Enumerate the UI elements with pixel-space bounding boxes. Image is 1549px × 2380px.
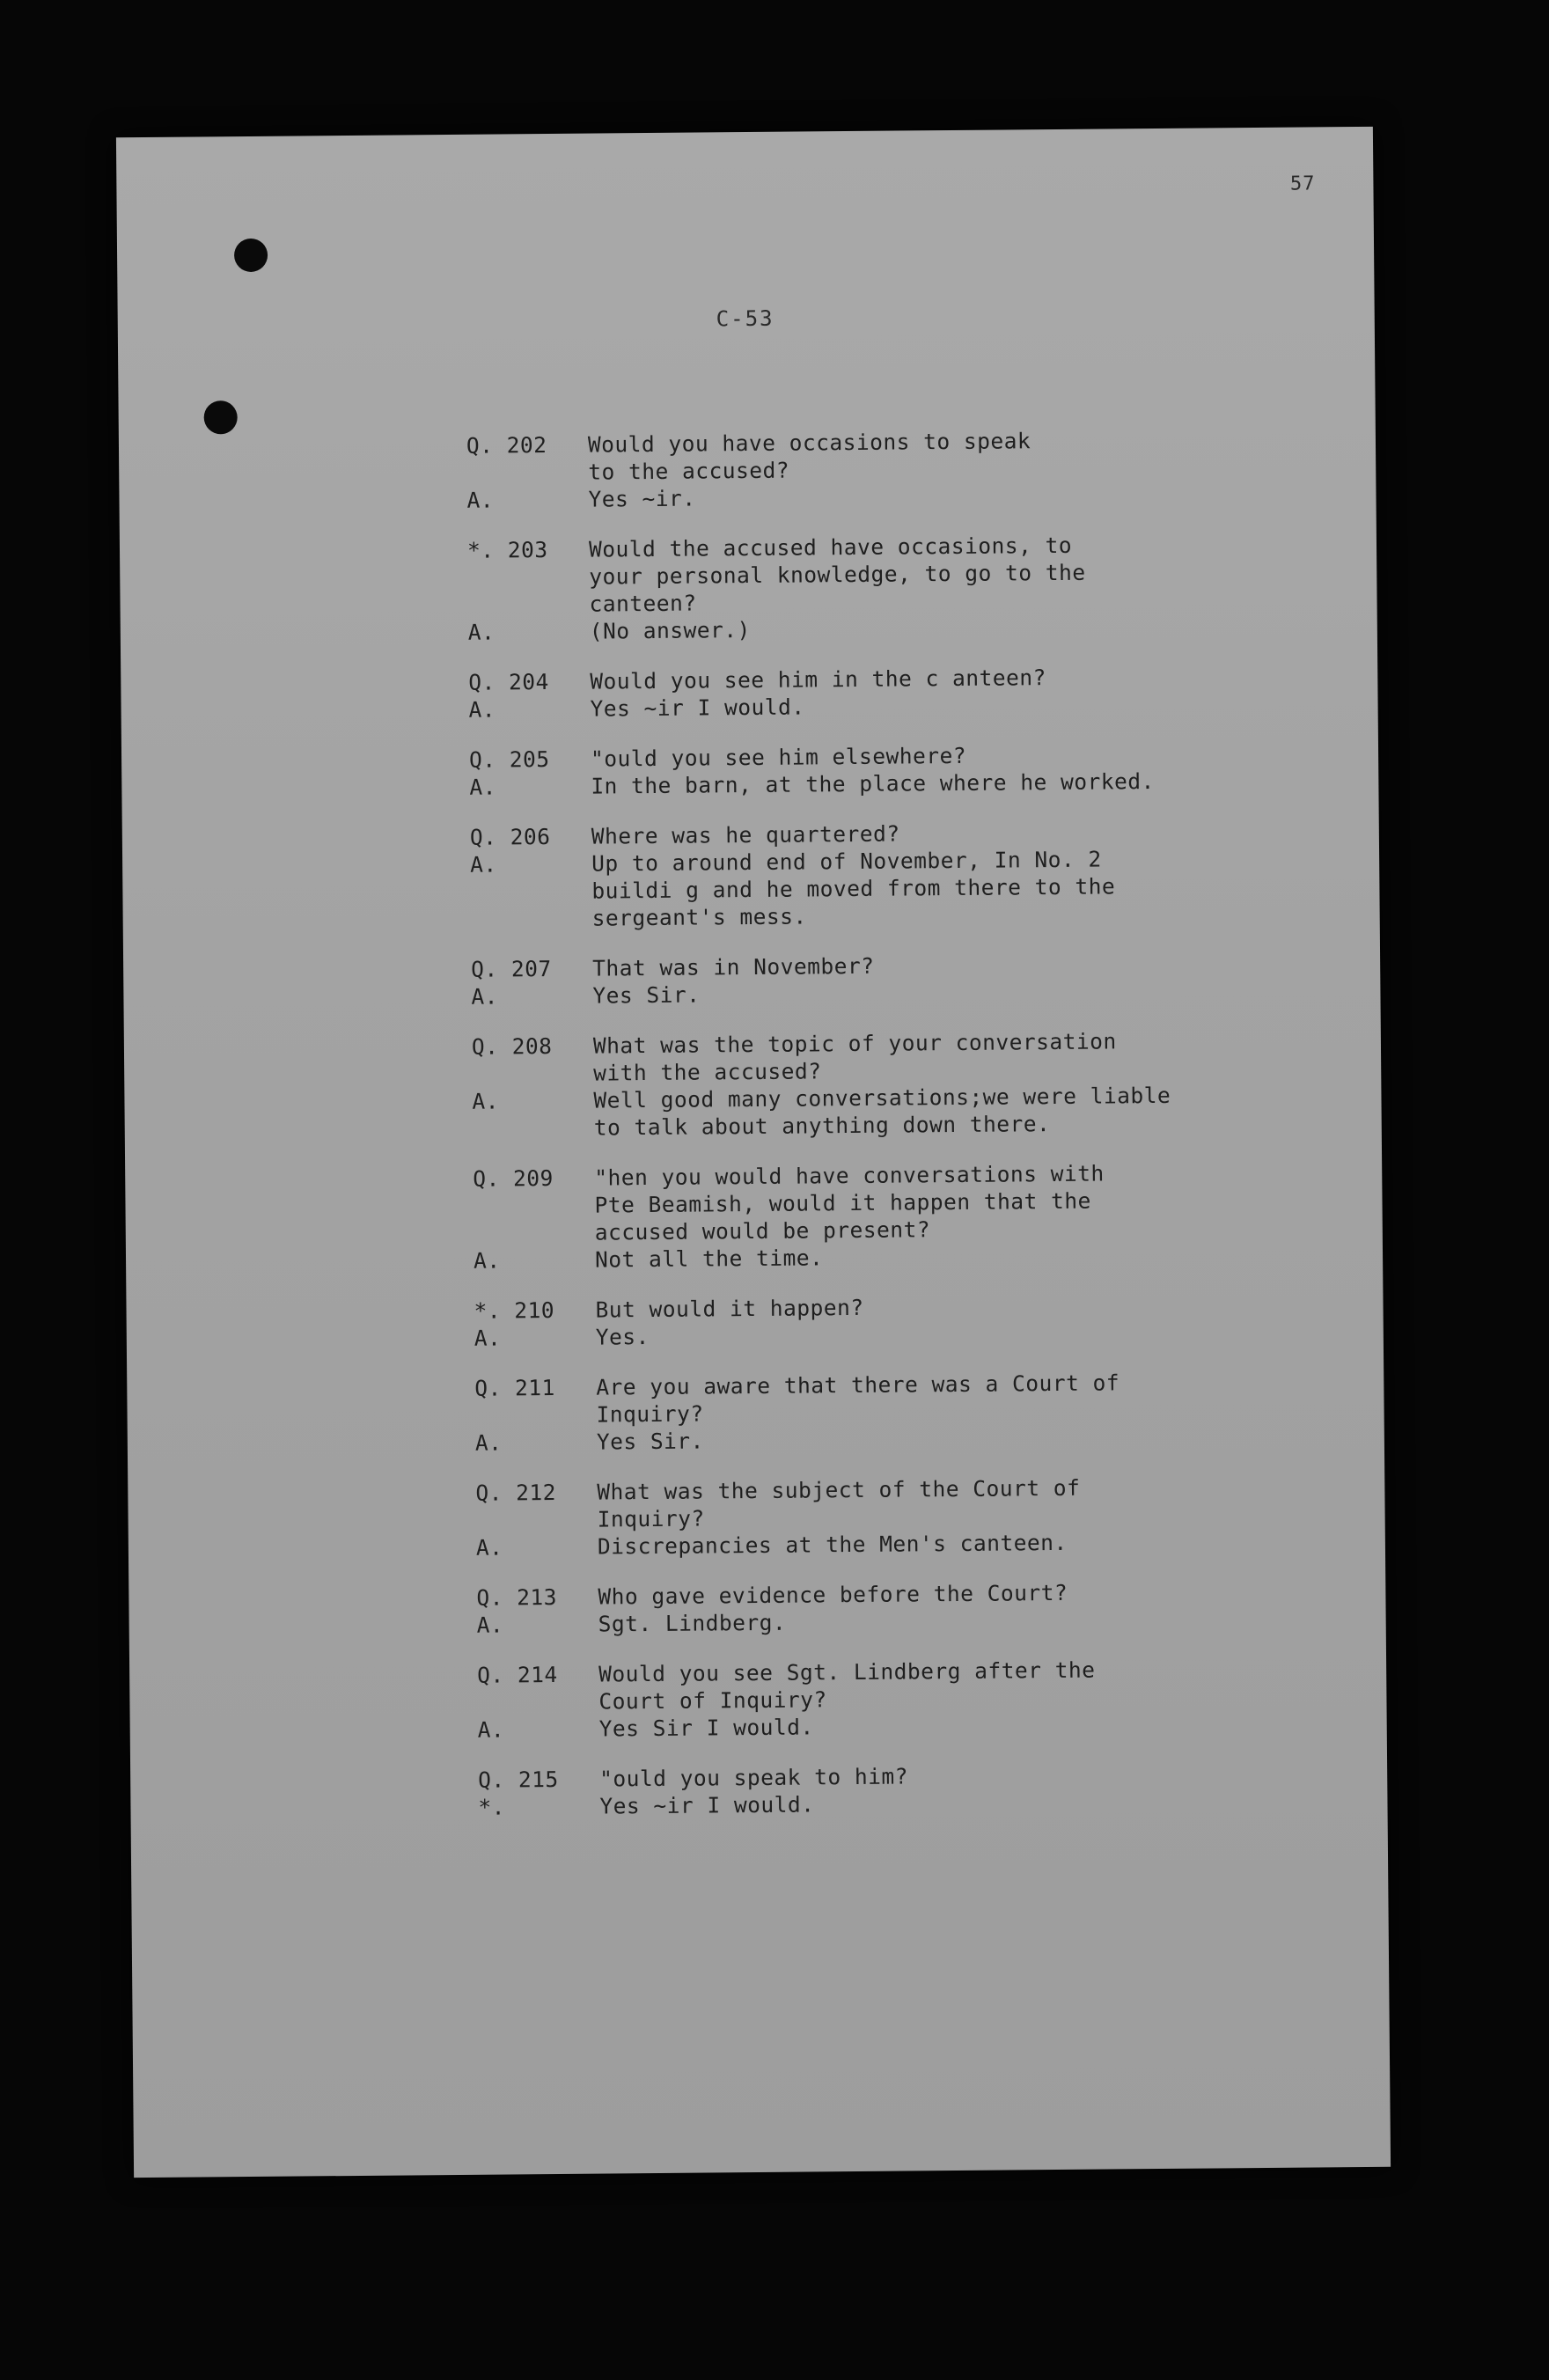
question-answer-label	[470, 899, 591, 900]
question-answer-label: A.	[466, 487, 495, 513]
question-answer-label: Q. 206	[469, 823, 551, 850]
question-answer-label: Q. 205	[468, 746, 550, 773]
transcript-text: "ould you speak to him?	[599, 1763, 909, 1792]
qa-exchange	[468, 661, 1349, 724]
qa-exchange	[474, 1367, 1355, 1457]
transcript-text: Sgt. Lindberg.	[598, 1609, 787, 1637]
transcript-text: What was the subject of the Court of	[597, 1474, 1081, 1505]
transcript-text: sergeant's mess.	[591, 903, 807, 931]
question-answer-label	[472, 1081, 593, 1082]
question-answer-label: *. 203	[466, 537, 548, 563]
qa-exchange	[473, 1157, 1354, 1274]
question-answer-label: A.	[471, 983, 499, 1010]
question-answer-label: A.	[468, 696, 496, 723]
question-answer-label	[478, 1709, 599, 1710]
question-answer-label: A.	[474, 1429, 503, 1456]
transcript-text: Would you see him in the c anteen?	[590, 665, 1046, 694]
question-answer-label: A.	[474, 1325, 502, 1351]
transcript-text: "hen you would have conversations with	[594, 1160, 1105, 1191]
transcript-text: Court of Inquiry?	[598, 1686, 827, 1715]
transcript-text: Would you have occasions to speak	[587, 428, 1031, 458]
question-answer-label: Q. 213	[476, 1583, 558, 1611]
document-reference: C-53	[716, 305, 774, 332]
transcript-text: to the accused?	[588, 457, 790, 485]
qa-exchange	[478, 1759, 1359, 1821]
question-answer-label	[476, 1527, 598, 1528]
question-answer-label: A.	[470, 851, 497, 878]
transcript-text: canteen?	[589, 590, 697, 617]
question-answer-label: Q. 211	[474, 1374, 555, 1401]
transcript-text: with the accused?	[593, 1058, 822, 1086]
question-answer-label	[467, 584, 589, 585]
question-answer-label: A.	[476, 1612, 504, 1638]
qa-exchange	[474, 1289, 1354, 1352]
transcript-text: Would you see Sgt. Lindberg after the	[598, 1656, 1096, 1687]
transcript-text: Well good many conversations;we were liable	[593, 1082, 1171, 1113]
question-answer-label: Q. 208	[471, 1032, 553, 1060]
question-answer-label: A.	[467, 619, 496, 645]
question-answer-label	[466, 480, 588, 481]
question-answer-label	[473, 1135, 594, 1136]
transcript-text: Not all the time.	[594, 1245, 824, 1273]
transcript-text: That was in November?	[592, 952, 875, 981]
question-answer-label	[468, 612, 590, 613]
document-page	[116, 127, 1391, 2178]
question-answer-label: Q. 215	[478, 1766, 559, 1793]
qa-exchange	[477, 1654, 1358, 1744]
question-answer-label: Q. 207	[471, 955, 552, 982]
qa-exchange	[467, 529, 1348, 646]
question-answer-label	[475, 1422, 597, 1423]
qa-exchange	[470, 816, 1351, 933]
transcript-text: Yes ~ir I would.	[599, 1791, 815, 1819]
question-answer-label: *.	[478, 1794, 506, 1820]
transcript-text: Yes Sir.	[592, 981, 701, 1009]
qa-exchange	[476, 1576, 1357, 1639]
transcript-text: Yes Sir.	[596, 1428, 705, 1455]
question-answer-label: A.	[472, 1088, 500, 1114]
transcript-text: Would the accused have occasions, to	[588, 532, 1073, 562]
transcript-text: But would it happen?	[595, 1294, 864, 1323]
transcript-text: your personal knowledge, to go to the	[589, 559, 1086, 590]
transcript-text: Inquiry?	[597, 1505, 705, 1532]
transcript-text: (No answer.)	[589, 617, 751, 644]
transcript-text: to talk about anything down there.	[593, 1111, 1051, 1141]
transcript-text: "ould you see him elsewhere?	[590, 742, 967, 772]
question-answer-label: A.	[469, 774, 497, 800]
transcript-text: Yes.	[595, 1324, 650, 1350]
question-answer-label: *. 210	[474, 1297, 555, 1324]
transcript-text: accused would be present?	[594, 1216, 931, 1245]
question-answer-label: Q. 202	[466, 432, 547, 459]
transcript-text: Yes Sir I would.	[598, 1714, 814, 1742]
question-answer-label: A.	[473, 1247, 501, 1274]
question-answer-label	[474, 1213, 595, 1214]
transcript-text: Who gave evidence before the Court?	[598, 1579, 1068, 1610]
transcript-text: buildi g and he moved from there to the	[591, 873, 1116, 904]
transcript-text: Discrepancies at the Men's canteen.	[597, 1529, 1068, 1560]
question-answer-label	[471, 926, 592, 927]
transcript-body	[466, 424, 1359, 1844]
question-answer-label: Q. 214	[477, 1661, 558, 1688]
question-answer-label	[474, 1240, 595, 1241]
qa-exchange	[466, 424, 1347, 514]
question-answer-label: Q. 204	[468, 669, 549, 695]
transcript-text: Are you aware that there was a Court of	[596, 1370, 1120, 1400]
qa-exchange	[469, 738, 1350, 801]
question-answer-label: Q. 209	[473, 1164, 554, 1192]
question-answer-label: A.	[475, 1534, 503, 1561]
transcript-text: What was the topic of your conversation	[592, 1028, 1117, 1059]
transcript-text: In the barn, at the place where he worked.	[591, 768, 1155, 799]
transcript-text: Inquiry?	[596, 1400, 704, 1428]
transcript-text: Up to around end of November, In No. 2	[591, 846, 1102, 877]
qa-exchange	[472, 1025, 1353, 1142]
question-answer-label: Q. 212	[475, 1479, 557, 1506]
punch-hole	[204, 400, 238, 434]
qa-exchange	[471, 948, 1352, 1010]
punch-hole	[234, 239, 268, 272]
transcript-text: Where was he quartered?	[591, 820, 900, 849]
page-number: 57	[1289, 173, 1316, 195]
qa-exchange	[475, 1472, 1356, 1561]
transcript-text: Yes ~ir I would.	[590, 694, 805, 722]
question-answer-label: A.	[477, 1716, 505, 1743]
transcript-text: Pte Beamish, would it happen that the	[594, 1187, 1091, 1218]
transcript-text: Yes ~ir.	[588, 485, 696, 512]
